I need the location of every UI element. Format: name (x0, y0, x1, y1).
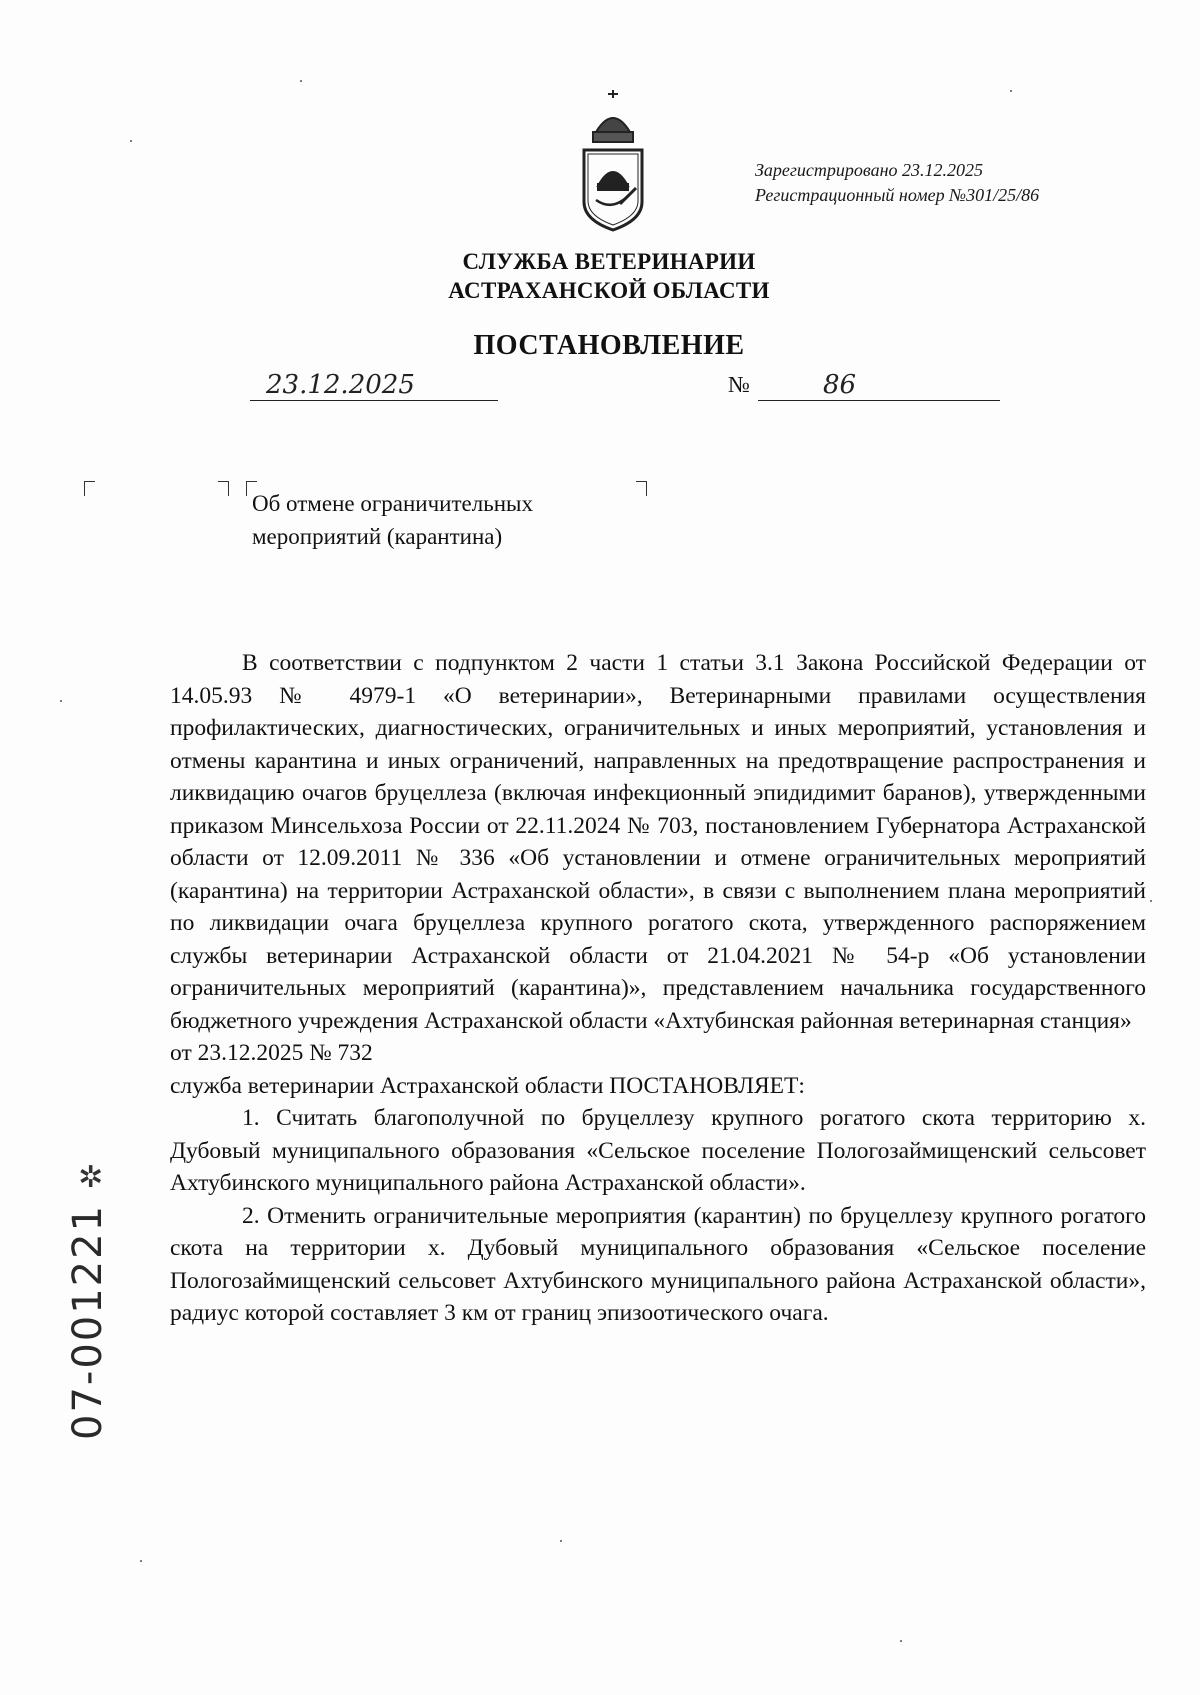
corner-mark (218, 481, 229, 496)
subject-line-1: Об отмене ограничительных (252, 491, 533, 516)
scan-speck (140, 1560, 142, 1562)
scan-speck (1150, 900, 1152, 902)
side-stamp-number: 07-001221 (65, 1203, 111, 1440)
document-body (170, 647, 1146, 1330)
organization-name (0, 247, 1200, 305)
document-number: 86 (758, 370, 1000, 401)
organization-line-2: АСТРАХАНСКОЙ ОБЛАСТИ (448, 278, 770, 303)
item-1-paragraph: 1. Считать благополучной по бруцеллезу крупного рогатого скота территорию х. Дубовый муниципального образования «Сельское поселение Пологозаймищенский сельсовет Ахтубинского муниципального района Астраханской области». (170, 1105, 1146, 1196)
scan-speck (130, 140, 132, 142)
side-mark-icon: ✲ (78, 1160, 104, 1195)
document-subject (252, 487, 533, 553)
scan-speck (300, 80, 302, 82)
decree-line: служба ветеринарии Астраханской области ПОСТАНОВЛЯЕТ: (170, 1072, 805, 1099)
document-type: ПОСТАНОВЛЕНИЕ (473, 330, 745, 361)
document-date: 23.12.2025 (250, 370, 498, 401)
preamble-end: от 23.12.2025 № 732 (170, 1040, 373, 1066)
registration-date: Зарегистрировано 23.12.2025 (755, 160, 984, 180)
item-2-paragraph: 2. Отменить ограничительные мероприятия (карантин) по бруцеллезу крупного рогатого скота на территории х. Дубовый муниципального образования «Сельское поселение Пологозаймищенский сельсовет Ахтубинского муниципального района Астраханской области», радиус которой составляет 3 км от границ эпизоотического очага. (170, 1202, 1146, 1326)
corner-mark (84, 481, 95, 496)
coat-of-arms-emblem (568, 84, 658, 234)
preamble-paragraph: В соответствии с подпунктом 2 части 1 статьи 3.1 Закона Российской Федерации от 14.05.93 № 4979-1 «О ветеринарии», Ветеринарными правилами осуществления профилактических, диагностических, ограничительных и иных мероприятий, установления и отмены карантина и иных ограничений, направленных на предотвращение распространения и ликвидацию очагов бруцеллеза (включая инфекционный эпидидимит баранов), утвержденными приказом Минсельхоза России от 22.11.2024 № 703, постановлением Губернатора Астраханской области от 12.09.2011 № 336 «Об установлении и отмене ограничительных мероприятий (карантина) на территории Астраханской области», в связи с выполнением плана мероприятий по ликвидации очага бруцеллеза крупного рогатого скота, утвержденного распоряжением службы ветеринарии Астраханской области от 21.04.2021 № 54-р «Об установлении ограничительных мероприятий (карантина)», представлением начальника государственного бюджетного учреждения Астраханской области «Ахтубинская районная ветеринарная станция» (170, 650, 1146, 1034)
organization-line-1: СЛУЖБА ВЕТЕРИНАРИИ (462, 249, 756, 274)
registration-stamp (755, 158, 1039, 208)
scan-speck (60, 700, 62, 702)
registration-number: Регистрационный номер №301/25/86 (755, 185, 1040, 205)
scan-speck (900, 1640, 902, 1642)
corner-mark (636, 481, 647, 496)
subject-line-2: мероприятий (карантина) (252, 524, 503, 549)
scan-speck (560, 1540, 562, 1542)
number-sign: № (728, 372, 750, 397)
scan-speck (1010, 90, 1012, 92)
